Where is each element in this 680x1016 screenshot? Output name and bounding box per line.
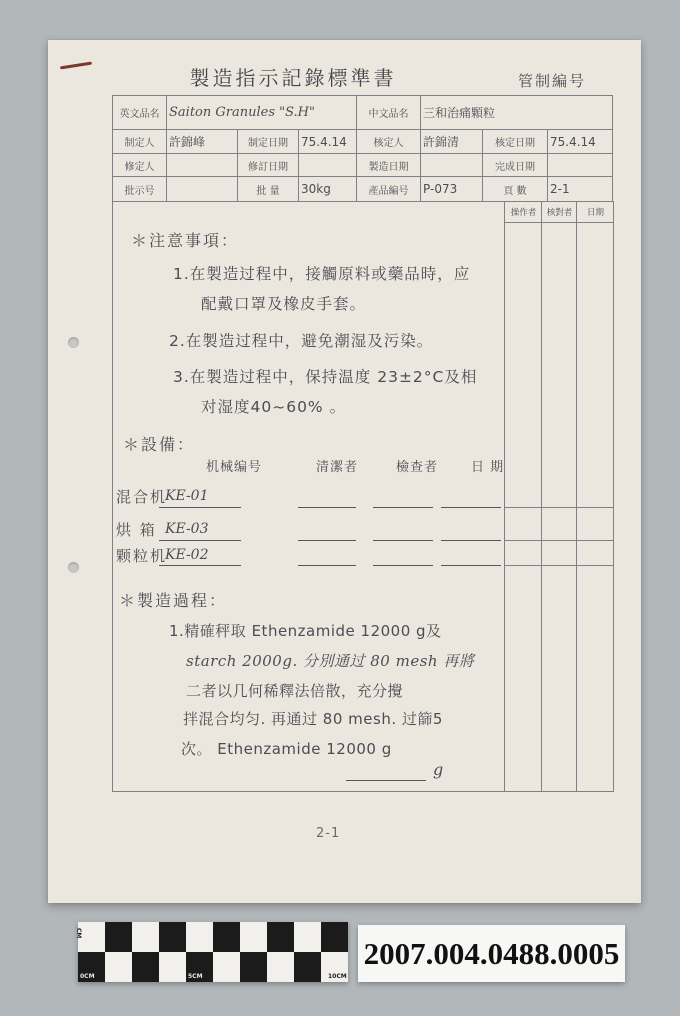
notes-heading: ＊注意事項：: [131, 231, 240, 250]
scale-square: [294, 952, 321, 982]
table-row: [113, 96, 613, 130]
field-label-batch-size: 批 量: [238, 177, 299, 202]
field-label-product-code: 產品編号: [357, 177, 421, 202]
punch-hole: [68, 562, 79, 573]
scale-square: [105, 922, 132, 952]
control-number-label: 管制編号: [518, 72, 587, 90]
field-value-draft-date: 75.4.14: [299, 130, 357, 154]
process-unit: g: [433, 760, 444, 779]
field-label-complete-date: 完成日期: [483, 154, 548, 177]
scale-square: [267, 952, 294, 982]
table-row: [113, 154, 613, 177]
table-row: [113, 177, 613, 202]
field-label-batch-no: 批示号: [113, 177, 167, 202]
field-value-english-name: Saiton Granules "S.H": [167, 96, 357, 130]
field-label-manufacture-date: 製造日期: [357, 154, 421, 177]
red-pen-mark: [60, 62, 92, 70]
scale-square: [240, 922, 267, 952]
form-body-box: [112, 201, 614, 792]
blank-line: [346, 780, 426, 781]
field-label-page-count: 頁 數: [483, 177, 548, 202]
equipment-col-date: 日 期: [471, 460, 505, 475]
blank-line: [159, 540, 241, 541]
scale-label-10cm: 10CM: [328, 973, 347, 980]
sign-column-header: 日期: [577, 202, 614, 223]
scale-bar: [78, 922, 348, 982]
document-title: 製造指示記錄標準書: [189, 66, 397, 90]
equipment-name: 颗粒机: [116, 547, 168, 565]
scale-label-0cm: 0CM: [80, 973, 95, 980]
sign-column-header: 核對者: [542, 202, 577, 223]
blank-line: [373, 565, 433, 566]
header-table: [112, 95, 613, 202]
scale-bar-row: [78, 952, 348, 982]
equipment-name: 烘 箱: [116, 521, 157, 539]
page-number: 2-1: [316, 826, 341, 841]
blank-line: [441, 565, 501, 566]
field-value-revise-date: [299, 154, 357, 177]
field-value-drafter: 許錦峰: [167, 130, 238, 154]
equipment-col-cleaner: 清潔者: [316, 460, 359, 475]
sign-column-date: [576, 202, 614, 791]
field-value-batch-size: 30kg: [299, 177, 357, 202]
note-1-line-2: 配戴口罩及橡皮手套。: [201, 295, 367, 313]
process-line-1: 1.精確秤取 Ethenzamide 12000 g及: [169, 622, 442, 640]
scale-square: [240, 952, 267, 982]
field-label-draft-date: 制定日期: [238, 130, 299, 154]
field-label-english-name: 英文品名: [113, 96, 167, 130]
scale-bar-row: [78, 922, 348, 952]
blank-line: [373, 507, 433, 508]
field-value-page-count: 2-1: [548, 177, 613, 202]
process-heading: ＊製造過程：: [119, 591, 228, 610]
equipment-code: KE-02: [165, 547, 209, 563]
equipment-col-machine-no: 机械编号: [206, 460, 263, 475]
process-line-3: 二者以几何稀釋法倍散，充分攪: [186, 682, 404, 700]
equipment-name: 混合机: [116, 488, 168, 506]
equipment-code: KE-03: [165, 521, 209, 537]
table-row: [113, 130, 613, 154]
field-label-drafter: 制定人: [113, 130, 167, 154]
scale-square: [105, 952, 132, 982]
scale-label-5cm: 5CM: [188, 973, 203, 980]
scale-square: [159, 952, 186, 982]
note-1-line-1: 1.在製造过程中，接觸原料或藥品時，应: [173, 265, 471, 283]
equipment-col-inspector: 檢查者: [396, 460, 439, 475]
scale-square: [213, 922, 240, 952]
scale-square: [321, 922, 348, 952]
field-value-approve-date: 75.4.14: [548, 130, 613, 154]
blank-line: [441, 540, 501, 541]
blank-line: [373, 540, 433, 541]
sign-column-operator: [504, 202, 542, 791]
field-label-reviser: 修定人: [113, 154, 167, 177]
scale-square: [213, 952, 240, 982]
scale-square: [132, 952, 159, 982]
field-value-chinese-name: 三和治痛顆粒: [421, 96, 613, 130]
sign-column-checker: [541, 202, 577, 791]
blank-line: [298, 540, 356, 541]
blank-line: [298, 507, 356, 508]
note-3-line-1: 3.在製造过程中，保持温度 23±2°C及相: [173, 368, 478, 386]
field-label-chinese-name: 中文品名: [357, 96, 421, 130]
scale-square: [78, 922, 105, 952]
field-value-batch-no: [167, 177, 238, 202]
blank-line: [159, 565, 241, 566]
scale-square: [294, 922, 321, 952]
process-line-4: 拌混合均匀. 再通过 80 mesh. 过篩5: [183, 710, 443, 728]
note-2: 2.在製造过程中，避免潮湿及污染。: [169, 332, 434, 350]
catalog-number-card: [358, 925, 625, 982]
scale-square: [159, 922, 186, 952]
rule-line: [504, 565, 613, 566]
sign-column-header: 操作者: [505, 202, 542, 223]
field-value-approver: 許錦清: [421, 130, 483, 154]
scale-square: [186, 922, 213, 952]
blank-line: [441, 507, 501, 508]
equipment-code: KE-01: [165, 488, 209, 504]
process-line-2: starch 2000g. 分別通过 80 mesh 再將: [186, 652, 475, 670]
punch-hole: [68, 337, 79, 348]
scale-square: [267, 922, 294, 952]
catalog-number: 2007.004.0488.0005: [363, 935, 620, 971]
field-label-approve-date: 核定日期: [483, 130, 548, 154]
process-line-5: 次。 Ethenzamide 12000 g: [181, 740, 392, 758]
equipment-heading: ＊設備：: [123, 435, 196, 454]
rule-line: [504, 507, 613, 508]
note-3-line-2: 对湿度40~60% 。: [201, 398, 347, 416]
field-value-product-code: P-073: [421, 177, 483, 202]
field-value-complete-date: [548, 154, 613, 177]
field-value-manufacture-date: [421, 154, 483, 177]
rule-line: [504, 540, 613, 541]
scale-label-vertical-cm: CM: [75, 928, 82, 939]
scale-square: [132, 922, 159, 952]
blank-line: [298, 565, 356, 566]
field-value-reviser: [167, 154, 238, 177]
field-label-approver: 核定人: [357, 130, 421, 154]
scanned-form-paper: [48, 40, 641, 903]
field-label-revise-date: 修訂日期: [238, 154, 299, 177]
blank-line: [159, 507, 241, 508]
